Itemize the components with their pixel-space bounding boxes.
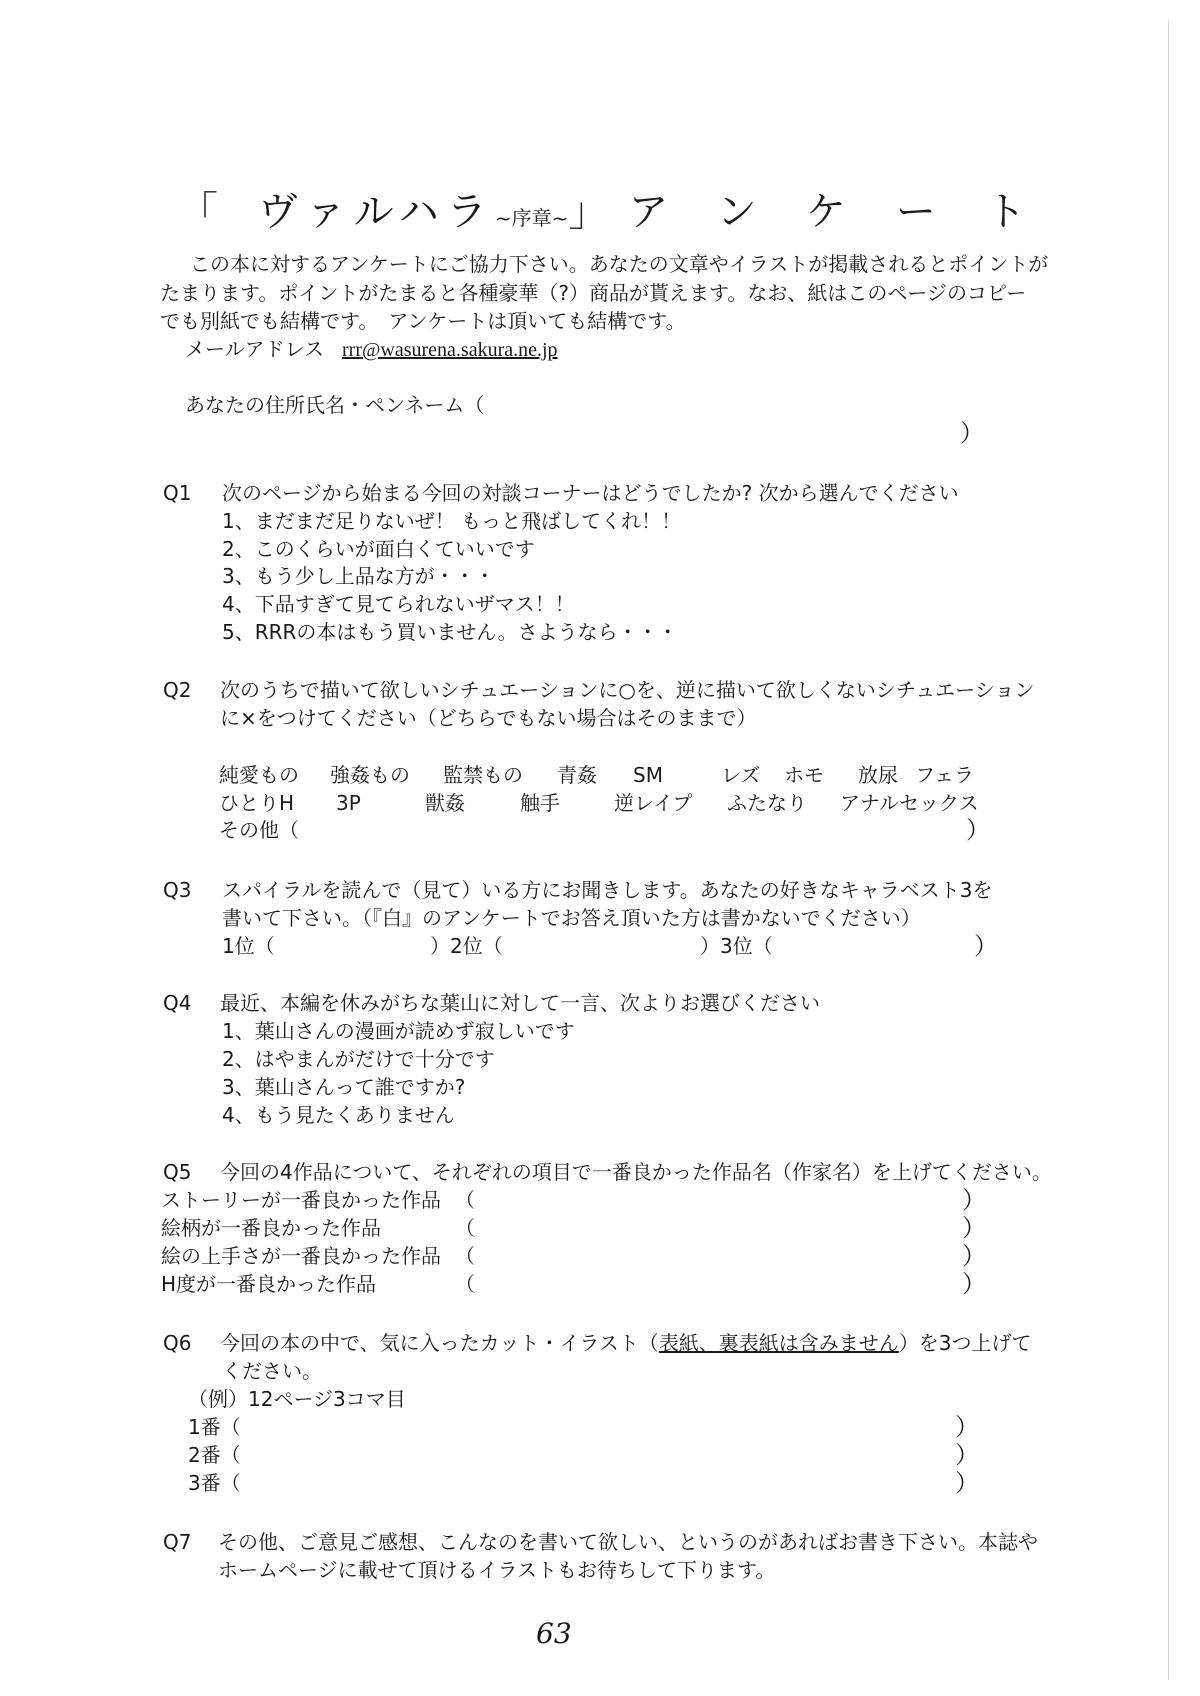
q4-option-4: 4、もう見たくありません (222, 1103, 455, 1127)
q2-other-close-paren: ） (966, 816, 990, 844)
title-close-bracket: 」 (568, 189, 609, 235)
q5-text: 今回の4作品について、それぞれの項目で一番良かった作品名（作家名）を上げてください。 (220, 1160, 1052, 1184)
q5-close-paren: ） (962, 1270, 986, 1298)
mail-address-link[interactable]: rrr@wasurena.sakura.ne.jp (342, 339, 558, 361)
q2-choice: 逆レイプ (614, 791, 693, 815)
intro-line-2: たまります。ポイントがたまると各種豪華（?）商品が貰えます。なお、紙はこのページのコピー (160, 281, 1027, 305)
q5-open-paren: （ (455, 1216, 475, 1240)
page-edge-line (1168, 20, 1169, 1680)
q7-line-1: その他、ご意見ご感想、こんなのを書いて欲しい、というのがあればお書き下さい。本誌や (218, 1530, 1038, 1554)
q6-slot-2: 2番（ (188, 1443, 241, 1467)
q3-line-2: 書いて下さい。（『白』のアンケートでお答え頂いた方は書かないでください） (222, 906, 921, 930)
q5-item: 絵の上手さが一番良かった作品 (161, 1244, 441, 1268)
page-number: 63 (536, 1617, 572, 1650)
q2-line-1: 次のうちで描いて欲しいシチュエーションに○を、逆に描いて欲しくないシチュエーション (220, 678, 1035, 702)
q6-close-paren: ） (955, 1469, 979, 1497)
q4-option-1: 1、葉山さんの漫画が読めず寂しいです (222, 1019, 575, 1043)
q2-choice: 放尿 (858, 763, 898, 787)
q2-choice: フェラ (915, 763, 974, 787)
mail-label: メールアドレス (185, 337, 324, 361)
mail-row (185, 336, 558, 363)
q3-number: Q3 (163, 878, 192, 902)
q5-close-paren: ） (962, 1214, 986, 1242)
q5-item: H度が一番良かった作品 (161, 1272, 377, 1296)
q2-number: Q2 (163, 678, 192, 702)
title-main: ヴァルハラ (258, 189, 495, 235)
q6-pre: 今回の本の中で、気に入ったカット・イラスト（ (220, 1331, 659, 1355)
title-suffix: アンケート (628, 189, 1076, 235)
q1-option-4: 4、下品すぎて見てられないザマス！！ (222, 592, 575, 616)
q2-choice: 青姦 (557, 763, 597, 787)
q2-choice: 獣姦 (425, 791, 465, 815)
q1-option-2: 2、このくらいが面白くていいです (222, 537, 535, 561)
q2-choice: アナルセックス (840, 791, 979, 815)
page-title (178, 180, 1076, 237)
q2-other-label: その他（ (219, 818, 299, 842)
address-close-paren: ） (960, 419, 984, 447)
q1-option-5: 5、RRRの本はもう買いません。さようなら・・・ (222, 620, 678, 644)
q5-number: Q5 (163, 1160, 192, 1184)
q2-choice: 純愛もの (219, 763, 299, 787)
q6-close-paren: ） (955, 1413, 979, 1441)
q3-line-1: スパイラルを読んで（見て）いる方にお聞きします。あなたの好きなキャラベスト3を (222, 878, 993, 902)
title-sub: ~序章~ (494, 206, 569, 230)
q1-text: 次のページから始まる今回の対談コーナーはどうでしたか? 次から選んでください (222, 481, 959, 505)
q3-close-paren: ） (974, 932, 998, 960)
q1-option-1: 1、まだまだ足りないぜ！ もっと飛ばしてくれ！！ (222, 509, 682, 533)
q5-open-paren: （ (455, 1188, 475, 1212)
q1-option-3: 3、もう少し上品な方が・・・ (222, 564, 495, 588)
title-open-bracket: 「 (178, 189, 218, 235)
q6-slot-3: 3番（ (188, 1471, 241, 1495)
q2-choice: レズ (721, 763, 761, 787)
q2-choice: 監禁もの (443, 763, 523, 787)
q6-example: （例）12ページ3コマ目 (188, 1387, 406, 1411)
q4-option-3: 3、葉山さんって誰ですか? (222, 1075, 466, 1099)
address-prompt: あなたの住所氏名・ペンネーム（ (185, 393, 485, 417)
q6-close-paren: ） (955, 1441, 979, 1469)
q6-line-2: ください。 (222, 1359, 322, 1383)
q5-close-paren: ） (962, 1242, 986, 1270)
q2-choice: ホモ (784, 763, 824, 787)
q6-line-1 (220, 1330, 1032, 1356)
q6-number: Q6 (163, 1331, 192, 1355)
q5-close-paren: ） (962, 1186, 986, 1214)
q3-rank-2: ）2位（ (430, 934, 503, 958)
q5-open-paren: （ (455, 1272, 475, 1296)
q5-item: ストーリーが一番良かった作品 (161, 1188, 441, 1212)
q3-rank-3: ）3位（ (700, 934, 773, 958)
q2-choice: ひとりH (219, 791, 295, 815)
q2-choice: ふたなり (727, 791, 807, 815)
q6-post: ）を3つ上げて (898, 1331, 1032, 1355)
q7-number: Q7 (163, 1530, 192, 1554)
q4-text: 最近、本編を休みがちな葉山に対して一言、次よりお選びください (220, 991, 820, 1015)
q2-choice: SM (633, 763, 663, 787)
q2-line-2: に×をつけてください（どちらでもない場合はそのままで） (220, 706, 757, 730)
q6-underline: 表紙、裏表紙は含みません (658, 1331, 899, 1355)
intro-line-1: この本に対するアンケートにご協力下さい。あなたの文章やイラストが掲載されるとポイントが (190, 252, 1049, 276)
q6-slot-1: 1番（ (188, 1415, 241, 1439)
q2-choice: 3P (336, 791, 361, 815)
q5-open-paren: （ (455, 1244, 475, 1268)
q5-item: 絵柄が一番良かった作品 (161, 1216, 381, 1240)
q1-number: Q1 (163, 481, 192, 505)
q4-number: Q4 (163, 991, 192, 1015)
q2-choice: 強姦もの (330, 763, 410, 787)
q2-choice: 触手 (520, 791, 560, 815)
q4-option-2: 2、はやまんがだけで十分です (222, 1047, 495, 1071)
q7-line-2: ホームページに載せて頂けるイラストもお待ちして下ります。 (218, 1558, 776, 1582)
q3-rank-1: 1位（ (222, 934, 275, 958)
intro-line-3: でも別紙でも結構です。 アンケートは頂いても結構です。 (160, 309, 686, 333)
